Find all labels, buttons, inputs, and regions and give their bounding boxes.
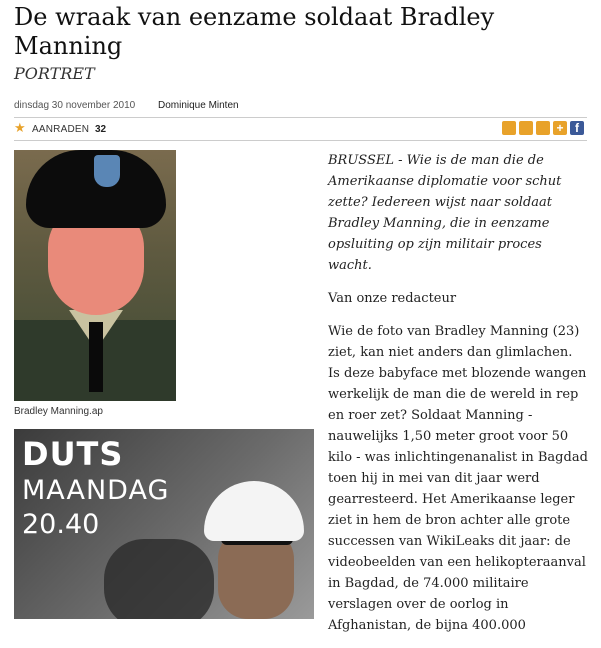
ad-show-title: DUTS bbox=[22, 435, 124, 473]
ad-day: MAANDAG bbox=[22, 475, 170, 506]
article-date: dinsdag 30 november 2010 bbox=[14, 100, 136, 111]
article-byline: Van onze redacteur bbox=[328, 291, 457, 306]
share-icons bbox=[502, 121, 584, 135]
share-icon[interactable] bbox=[536, 121, 550, 135]
photo-beret-flash bbox=[94, 155, 120, 187]
plus-icon[interactable]: + bbox=[553, 121, 567, 135]
photo-caption: Bradley Manning.ap bbox=[14, 406, 103, 417]
article-kicker: PORTRET bbox=[14, 64, 95, 83]
article-toolbar bbox=[14, 121, 584, 137]
facebook-icon[interactable]: f bbox=[570, 121, 584, 135]
article-author[interactable]: Dominique Minten bbox=[157, 100, 239, 111]
recommend-count: 32 bbox=[95, 124, 107, 135]
article-meta bbox=[14, 100, 239, 111]
photo-tie bbox=[89, 322, 103, 392]
article-paragraph: Wie de foto van Bradley Manning (23) ziet, kan niet anders dan glimlachen. Is deze babyface met blozende wangen werkelijk de man die de wereld in rep en roer zet? Soldaat Manning - nauwelijks 1,50 meter groot voor 50 kilo - was inlichtingenanalist in Bagdad toen hij in mei van dit jaar werd gearresteerd. Het Amerikaanse leger ziet in hem de bron achter alle grote successen van WikiLeaks dit jaar: de videobeelden van een helikopteraanval in Bagdad, de 74.000 militaire verslagen over de oorlog in Afghanistan, de bijna 400.000 bbox=[328, 324, 588, 633]
divider bbox=[14, 140, 587, 141]
article-title: De wraak van eenzame soldaat Bradley Manning bbox=[14, 3, 495, 60]
ad-fist-image bbox=[104, 539, 214, 619]
star-icon[interactable]: ★ bbox=[14, 120, 26, 135]
ad-time: 20.40 bbox=[22, 509, 100, 540]
mail-icon[interactable] bbox=[519, 121, 533, 135]
article-lead: BRUSSEL - Wie is de man die de Amerikaanse diplomatie voor schut zette? Iedereen wijst naar soldaat Bradley Manning, die in eenzame opsluiting op zijn militair proces wacht. bbox=[328, 153, 562, 273]
print-icon[interactable] bbox=[502, 121, 516, 135]
ad-helmet bbox=[204, 481, 304, 541]
article-photo[interactable] bbox=[14, 150, 176, 401]
divider bbox=[14, 117, 587, 118]
article-body bbox=[328, 150, 588, 648]
advertisement-banner[interactable] bbox=[14, 429, 314, 619]
recommend-button[interactable]: AANRADEN bbox=[32, 124, 90, 135]
